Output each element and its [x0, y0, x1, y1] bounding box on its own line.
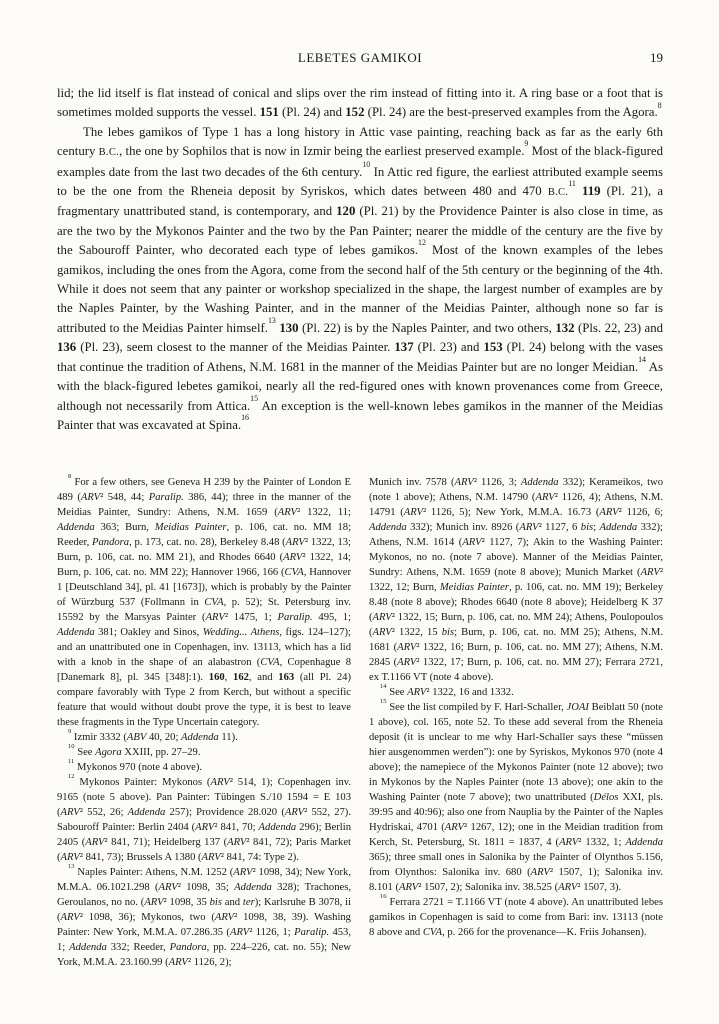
- page-content: [57, 50, 663, 970]
- footnote-entry: $^{12}$ Mykonos Painter: Mykonos (ARV² 514, 1); Copenhagen inv. 9165 (note 5 above). Pan Painter: Tübingen S./10 1594 = E 103 (ARV² 552, 26; Addenda 257); Providence 28.020 (ARV² 552, 27). Sabouroff Painter: Berlin 2404 (ARV² 841, 70; Addenda 296); Berlin 2405 (ARV² 841, 71); Heidelberg 137 (ARV² 841, 72); Paris Market (ARV² 841, 73); Brussels A 1380 (ARV² 841, 74: Type 2).: [57, 772, 352, 864]
- footnotes-left-column: [57, 472, 352, 970]
- footnote-entry: $^{14}$ See ARV² 1322, 16 and 1332.: [380, 682, 514, 699]
- footnote-entry: $^9$ Izmir 3332 (ABV 40, 20; Addenda 11).: [68, 727, 238, 744]
- footnote-entry: $^8$ For a few others, see Geneva H 239 by the Painter of London E 489 (ARV² 548, 44; Paralip. 386, 44); three in the manner of the Meidias Painter, Sundry: Athens, N.M. 1659 (ARV² 1322, 11; Addenda 363; Burn, Meidias Painter, p. 106, cat. no. MM 18; Reeder, Pandora, p. 173, cat. no. 28), Berkeley 8.48 (ARV² 1322, 13; Burn, p. 106, cat. no. MM 21), and Rhodes 6640 (ARV² 1322, 14; Burn, p. 106, cat. no. MM 22); Hannover 1966, 166 (CVA, Hannover 1 [Deutschland 34], pl. 41 [1673]), which is probably by the Painter of Würzburg 537 (Follmann in CVA, p. 52); St. Petersburg inv. 15592 by the Marsyas Painter (ARV² 1475, 1; Paralip. 495, 1; Addenda 381; Oakley and Sinos, Wedding... Athens, figs. 124–127); and an unattributed one in Copenhagen, inv. 13113, which has a lid with a knob in the shape of an alabastron (CVA, Copenhague 8 [Danemark 8], pl. 345 [348]:1). 160, 162, and 163 (all Pl. 24) compare favorably with Type 2 from Kerch, but without a specific feature that would without doubt prove the type, it is best to leave these fragments in the Type Uncertain category.: [57, 472, 352, 729]
- footnote-entry: $^{13}$ Naples Painter: Athens, N.M. 1252 (ARV² 1098, 34); New York, M.M.A. 06.1021.298 (ARV² 1098, 35; Addenda 328); Trachones, Geroulanos, no no. (ARV² 1098, 35 bis and ter); Karlsruhe B 3078, ii (ARV² 1098, 36); Mykonos, two (ARV² 1098, 38, 39). Washing Painter: New York, M.M.A. 07.286.35 (ARV² 1126, 1; Paralip. 453, 1; Addenda 332; Reeder, Pandora, pp. 224–226, cat. no. 55); New York, M.M.A. 23.160.99 (ARV² 1126, 2);: [57, 862, 352, 969]
- page-header: [57, 50, 663, 70]
- body-paragraph: The lebes gamikos of Type 1 has a long history in Attic vase painting, reaching back as far as the early 6th century B.C., the one by Sophilos that is now in Izmir being the earliest preserved example.$^9$ Most of the black-figured examples date from the last two decades of the 6th century.$^{10}$ In Attic red figure, the earliest attributed example seems to be the one from the Rheneia deposit by Syriskos, which dates between 480 and 470 B.C.$^{11}$ 119 (Pl. 21), a fragmentary unattributed stand, is contemporary, and 120 (Pl. 21) by the Providence Painter is also close in time, as are the two by the Mykonos Painter and the two by the Pan Painter; nearer the middle of the century are the five by the Sabouroff Painter, who decorated each type of lebes gamikos.$^{12}$ Most of the known examples of the lebes gamikos, including the ones from the Agora, come from the second half of the 5th century or the beginning of the 4th. While it does not seem that any painter or workshop specialized in the shape, the largest number of examples are by the Naples Painter, by the Washing Painter, and in the manner of the Meidias Painter, although none so far is attributed to the Meidias Painter himself.$^{13}$ 130 (Pl. 22) is by the Naples Painter, and two others, 132 (Pls. 22, 23) and 136 (Pl. 23), seem closest to the manner of the Meidias Painter. 137 (Pl. 23) and 153 (Pl. 24) belong with the vases that continue the tradition of Athens, N.M. 1681 in the manner of the Meidias Painter but are no longer Meidian.$^{14}$ As with the black-figured lebetes gamikoi, nearly all the red-figured ones with known provenances come from Greece, although not necessarily from Attica.$^{15}$ An exception is the well-known lebes gamikos in the manner of the Meidias Painter that was excavated at Spina.$^{16}$: [57, 124, 664, 432]
- body-paragraph: lid; the lid itself is flat instead of conical and slips over the rim instead of fitting into it. A ring base or a foot that is sometimes molded supports the vessel. 151 (Pl. 24) and 152 (Pl. 24) are the best-preserved examples from the Agora.$^8$: [57, 86, 663, 120]
- footnote-entry: Munich inv. 7578 (ARV² 1126, 3; Addenda 332); Kerameikos, two (note 1 above); Athens, N.M. 14790 (ARV² 1126, 4); Athens, N.M. 14791 (ARV² 1126, 5); New York, M.M.A. 16.73 (ARV² 1126, 6; Addenda 332); Munich inv. 8926 (ARV² 1127, 6 bis; Addenda 332); Athens, N.M. 1614 (ARV² 1127, 7); Akin to the Washing Painter: Mykonos, no no. (note 7 above). Manner of the Meidias Painter, Sundry: Athens, N.M. 1659 (note 8 above); Munich Market (ARV² 1322, 12; Burn, Meidias Painter, p. 106, cat. no. MM 19); Berkeley 8.48 (note 8 above); Rhodes 6640 (note 8 above); Heidelberg K 37 (ARV² 1322, 15; Burn, p. 106, cat. no. MM 24); Athens, Poulopoulos (ARV² 1322, 15 bis; Burn, p. 106, cat. no. MM 25); Athens, N.M. 1681 (ARV² 1322, 16; Burn, p. 106, cat. no. MM 27); Athens, N.M. 2845 (ARV² 1322, 17; Burn, p. 106, cat. no. MM 27); Ferrara 2721, ex T.1166 VT (note 4 above).: [369, 477, 664, 684]
- footnote-entry: $^{10}$ See Agora XXIII, pp. 27–29.: [68, 742, 201, 759]
- page-number: 19: [650, 50, 663, 65]
- footnotes-section: [57, 472, 664, 970]
- footnote-entry: $^{11}$ Mykonos 970 (note 4 above).: [68, 757, 203, 774]
- footnotes-right-column: [369, 475, 663, 970]
- footnote-entry: $^{15}$ See the list compiled by F. Harl-Schaller, JOAI Beiblatt 50 (note 1 above), col. 165, note 52. To these add several from the Rheneia deposit (it is unclear to me why Harl-Schaller says these “müssen hier ausgenommen werden”): one by Syriskos, Mykonos 970 (note 4 above); the namepiece of the Mykonos Painter (note 12 above); two in Mykonos by the Naples Painter (note 13 above); one akin to the Washing Painter (note 7 above); two unattributed (Délos XXI, pls. 39:95 and 40:96); also one from Nauplia by the Painter of the Naples Hydriskai, 4701 (ARV² 1267, 12); one in the Meidian tradition from Kerch, St. Petersburg, St. 1811 = 1837, 4 (ARV² 1332, 1; Addenda 365); three small ones in Salonika by the Painter of Olynthos 5.156, from Olynthos: Salonika inv. 680 (ARV² 1507, 1); Salonika inv. 8.101 (ARV² 1507, 2); Salonika inv. 38.525 (ARV² 1507, 3).: [369, 697, 663, 894]
- footnote-entry: $^{16}$ Ferrara 2721 = T.1166 VT (note 4 above). An unattributed lebes gamikos in Copenhagen is said to come from Bari: inv. 13113 (note 8 above and CVA, p. 266 for the provenance—K. Friis Johansen).: [369, 892, 663, 939]
- body-text: [57, 84, 663, 435]
- running-title: LEBETES GAMIKOI: [297, 50, 423, 65]
